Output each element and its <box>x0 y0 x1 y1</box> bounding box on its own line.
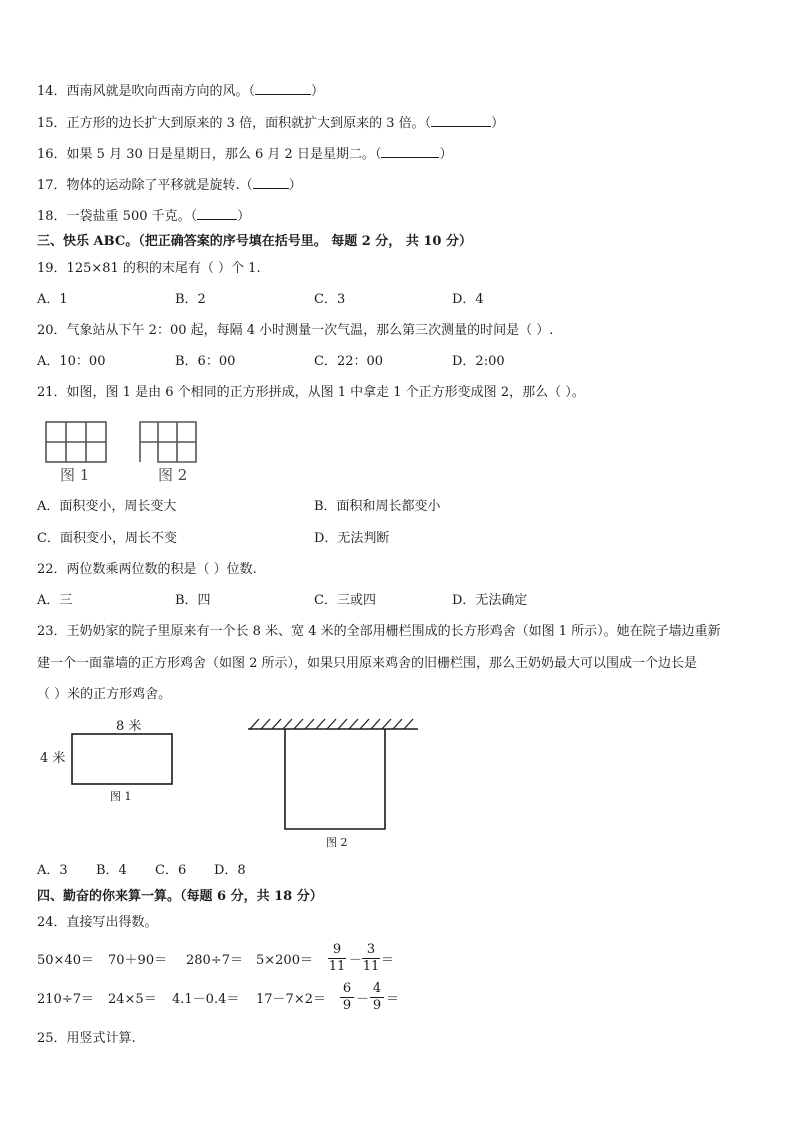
q23-figure-1 <box>40 718 172 803</box>
q22-option-c[interactable]: C．三或四 <box>314 593 376 608</box>
question-22-stem: 22．两位数乘两位数的积是（ ）位数. <box>37 562 257 577</box>
wall-hatch-mark <box>250 719 259 729</box>
question-24-stem: 24．直接写出得数。 <box>37 915 158 930</box>
section-3-heading: 三、快乐 ABC。（把正确答案的序号填在括号里。 每题 2 分， 共 10 分） <box>37 234 472 249</box>
wall-hatch-mark <box>349 719 358 729</box>
answer-blank[interactable] <box>253 176 289 189</box>
q23-fig1-caption: 图 1 <box>110 790 132 803</box>
q21-figures <box>40 414 210 486</box>
q20-option-a[interactable]: A．10：00 <box>37 354 106 369</box>
question-20-stem: 20．气象站从下午 2：00 起，每隔 4 小时测量一次气温，那么第三次测量的时间是（ ）. <box>37 323 554 338</box>
question-25-stem: 25．用竖式计算. <box>37 1031 136 1046</box>
q23-fig1-length-label: 8 米 <box>116 719 142 734</box>
q23-figures <box>30 712 430 854</box>
question-23-line-2: 建一个一面靠墙的正方形鸡舍（如图 2 所示），如果只用原来鸡舍的旧栅栏围，那么王奶奶最大可以围成一个边长是 <box>37 656 698 671</box>
wall-hatch-mark <box>382 719 391 729</box>
q23-option-b[interactable]: B．4 <box>96 863 127 878</box>
q24-expr: 210÷7＝ <box>37 992 94 1007</box>
q19-option-c[interactable]: C．3 <box>314 292 346 307</box>
q20-option-c[interactable]: C．22：00 <box>314 354 384 369</box>
q21-figure-1 <box>46 422 106 462</box>
q21-option-a[interactable]: A．面积变小，周长变大 <box>37 499 177 514</box>
q23-option-d[interactable]: D．8 <box>214 863 246 878</box>
q24-equals-sign: ＝ <box>381 953 395 968</box>
wall-hatch-mark <box>272 719 281 729</box>
wall-hatch-mark <box>294 719 303 729</box>
q21-figure-2 <box>140 422 196 462</box>
q22-option-b[interactable]: B．四 <box>175 593 211 608</box>
wall-hatch-mark <box>316 719 325 729</box>
q21-fig2-label: 图 2 <box>158 466 188 484</box>
q20-option-d[interactable]: D．2:00 <box>452 354 505 369</box>
section-4-heading: 四、勤奋的你来算一算。（每题 6 分，共 18 分） <box>37 889 323 904</box>
q24-equals-sign: ＝ <box>386 992 400 1007</box>
q21-option-c[interactable]: C．面积变小，周长不变 <box>37 531 177 546</box>
answer-blank[interactable] <box>197 207 237 220</box>
wall-hatch-mark <box>283 719 292 729</box>
q24-expr: 17－7×2＝ <box>256 992 326 1007</box>
q21-fig1-label: 图 1 <box>60 466 90 484</box>
q24-minus-sign: － <box>349 953 363 968</box>
question-14: 14．西南风就是吹向西南方向的风。（ ） <box>37 84 325 99</box>
q24-fraction: $\frac{9}{11}$ <box>328 942 346 974</box>
question-19-stem: 19．125×81 的积的末尾有（ ）个 1. <box>37 261 261 276</box>
q22-option-d[interactable]: D．无法确定 <box>452 593 528 608</box>
question-18: 18．一袋盐重 500 千克。（ ） <box>37 209 251 224</box>
answer-blank[interactable] <box>431 114 491 127</box>
q24-minus-sign: － <box>356 992 370 1007</box>
question-15: 15．正方形的边长扩大到原来的 3 倍，面积就扩大到原来的 3 倍。（ ） <box>37 116 505 131</box>
wall-hatch-mark <box>360 719 369 729</box>
question-21-stem: 21．如图，图 1 是由 6 个相同的正方形拼成，从图 1 中拿走 1 个正方形变成图 2，那么（ ）。 <box>37 385 585 400</box>
q23-fig2-caption: 图 2 <box>326 836 348 849</box>
wall-hatch-mark <box>404 719 413 729</box>
wall-hatch-mark <box>305 719 314 729</box>
q21-option-d[interactable]: D．无法判断 <box>314 531 390 546</box>
answer-blank[interactable] <box>381 145 439 158</box>
q22-option-a[interactable]: A．三 <box>37 593 73 608</box>
q24-expr: 24×5＝ <box>108 992 157 1007</box>
q24-fraction: $\frac{3}{11}$ <box>362 942 380 974</box>
q24-expr: 50×40＝ <box>37 953 94 968</box>
answer-blank[interactable] <box>255 82 311 95</box>
wall-hatch-mark <box>261 719 270 729</box>
q23-figure-2 <box>248 719 418 849</box>
q20-option-b[interactable]: B．6：00 <box>175 354 236 369</box>
q24-expr: 5×200＝ <box>256 953 313 968</box>
q23-option-a[interactable]: A．3 <box>37 863 68 878</box>
q24-expr: 70＋90＝ <box>108 953 168 968</box>
q23-option-c[interactable]: C．6 <box>155 863 187 878</box>
wall-hatch-mark <box>327 719 336 729</box>
q19-option-d[interactable]: D．4 <box>452 292 484 307</box>
question-17: 17．物体的运动除了平移就是旋转.（ ） <box>37 178 302 193</box>
wall-hatch-mark <box>338 719 347 729</box>
question-16: 16．如果 5 月 30 日是星期日，那么 6 月 2 日是星期二。（ ） <box>37 147 453 162</box>
question-23-line-3: （ ）米的正方形鸡舍。 <box>37 687 172 702</box>
wall-hatch-mark <box>371 719 380 729</box>
q24-expr: 4.1－0.4＝ <box>172 992 240 1007</box>
q24-expr: 280÷7＝ <box>186 953 243 968</box>
q19-option-b[interactable]: B．2 <box>175 292 206 307</box>
q23-fig1-width-label: 4 米 <box>40 751 66 766</box>
wall-hatch-mark <box>393 719 402 729</box>
q24-fraction: $\frac{6}{9}$ <box>340 981 354 1014</box>
q24-fraction: $\frac{4}{9}$ <box>370 981 384 1014</box>
q21-option-b[interactable]: B．面积和周长都变小 <box>314 499 441 514</box>
question-23-line-1: 23．王奶奶家的院子里原来有一个长 8 米、宽 4 米的全部用栅栏围成的长方形鸡舍（如图 1 所示）。她在院子墙边重新 <box>37 624 721 639</box>
q19-option-a[interactable]: A．1 <box>37 292 68 307</box>
